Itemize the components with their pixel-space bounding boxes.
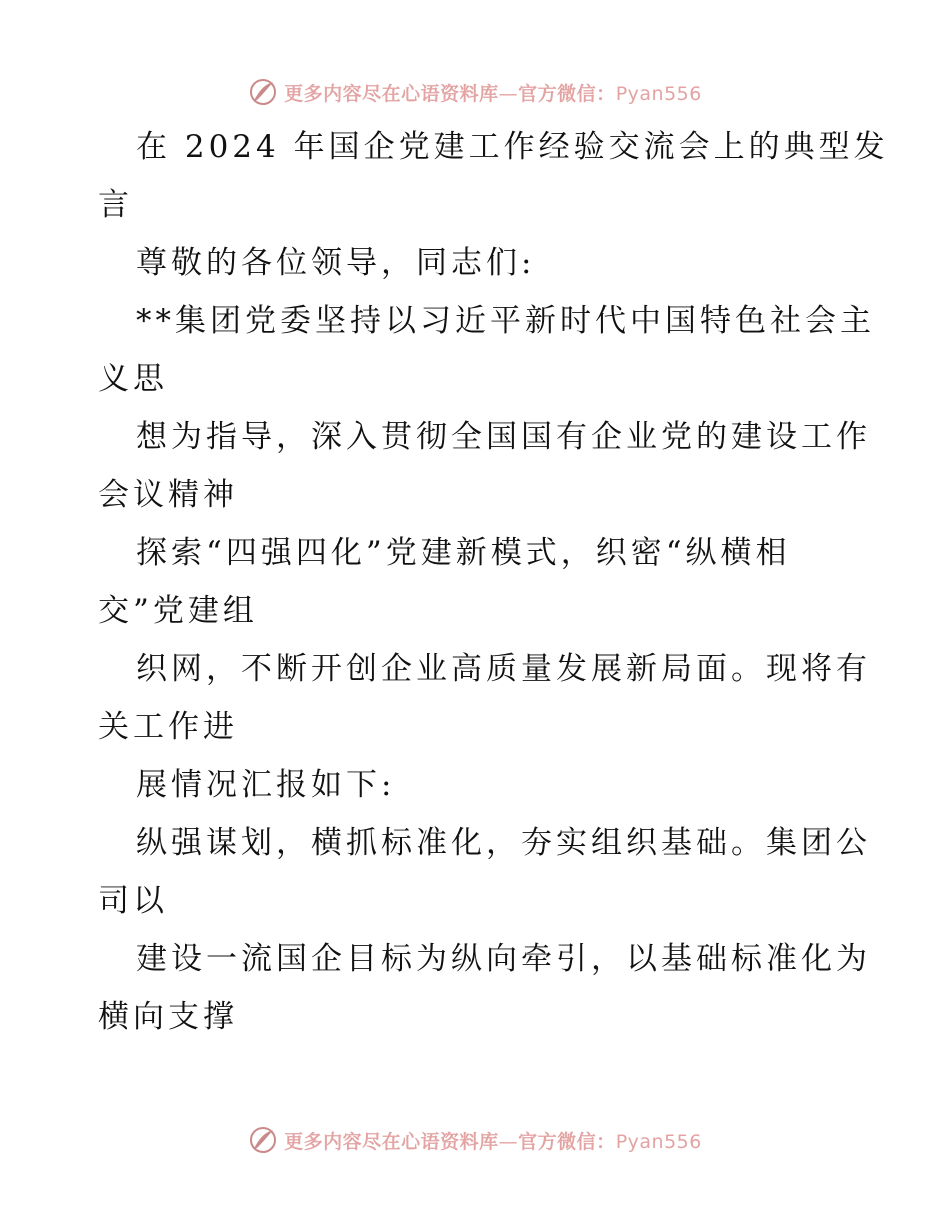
document-line: 尊敬的各位领导，同志们:	[136, 245, 536, 281]
document-line: 言	[98, 187, 133, 223]
document-line: 司以	[98, 883, 168, 919]
document-line: 横向支撑	[98, 999, 238, 1035]
document-line: 织网，不断开创企业高质量发展新局面。现将有	[136, 651, 871, 687]
watermark-dash: —	[498, 82, 519, 105]
watermark-main: 更多内容尽在心语资料库	[284, 82, 499, 105]
document-line: 纵强谋划，横抓标准化，夯实组织基础。集团公	[136, 825, 871, 861]
document-line: 在 2024 年国企党建工作经验交流会上的典型发	[136, 129, 889, 165]
document-line: 会议精神	[98, 477, 238, 513]
watermark-main: 更多内容尽在心语资料库	[284, 1130, 499, 1153]
watermark-id: Pyan556	[615, 82, 702, 105]
document-body	[98, 118, 889, 1046]
watermark-label: 官方微信：	[518, 1130, 616, 1153]
document-line: **集团党委坚持以习近平新时代中国特色社会主	[136, 303, 875, 339]
document-line: 想为指导，深入贯彻全国国有企业党的建设工作	[136, 419, 871, 455]
watermark-text	[284, 79, 702, 106]
document-line: 展情况汇报如下:	[136, 767, 396, 803]
watermark-text	[284, 1127, 702, 1154]
quill-logo-icon	[248, 77, 278, 107]
watermark-label: 官方微信：	[518, 82, 616, 105]
document-line: 交”党建组	[98, 593, 258, 629]
footer-watermark	[0, 1120, 950, 1160]
document-line: 关工作进	[98, 709, 238, 745]
document-line: 探索“四强四化”党建新模式，织密“纵横相	[136, 535, 791, 571]
header-watermark	[0, 72, 950, 112]
watermark-id: Pyan556	[615, 1130, 702, 1153]
watermark-dash: —	[498, 1130, 519, 1153]
document-line: 义思	[98, 361, 168, 397]
quill-logo-icon	[248, 1125, 278, 1155]
document-line: 建设一流国企目标为纵向牵引，以基础标准化为	[136, 941, 871, 977]
